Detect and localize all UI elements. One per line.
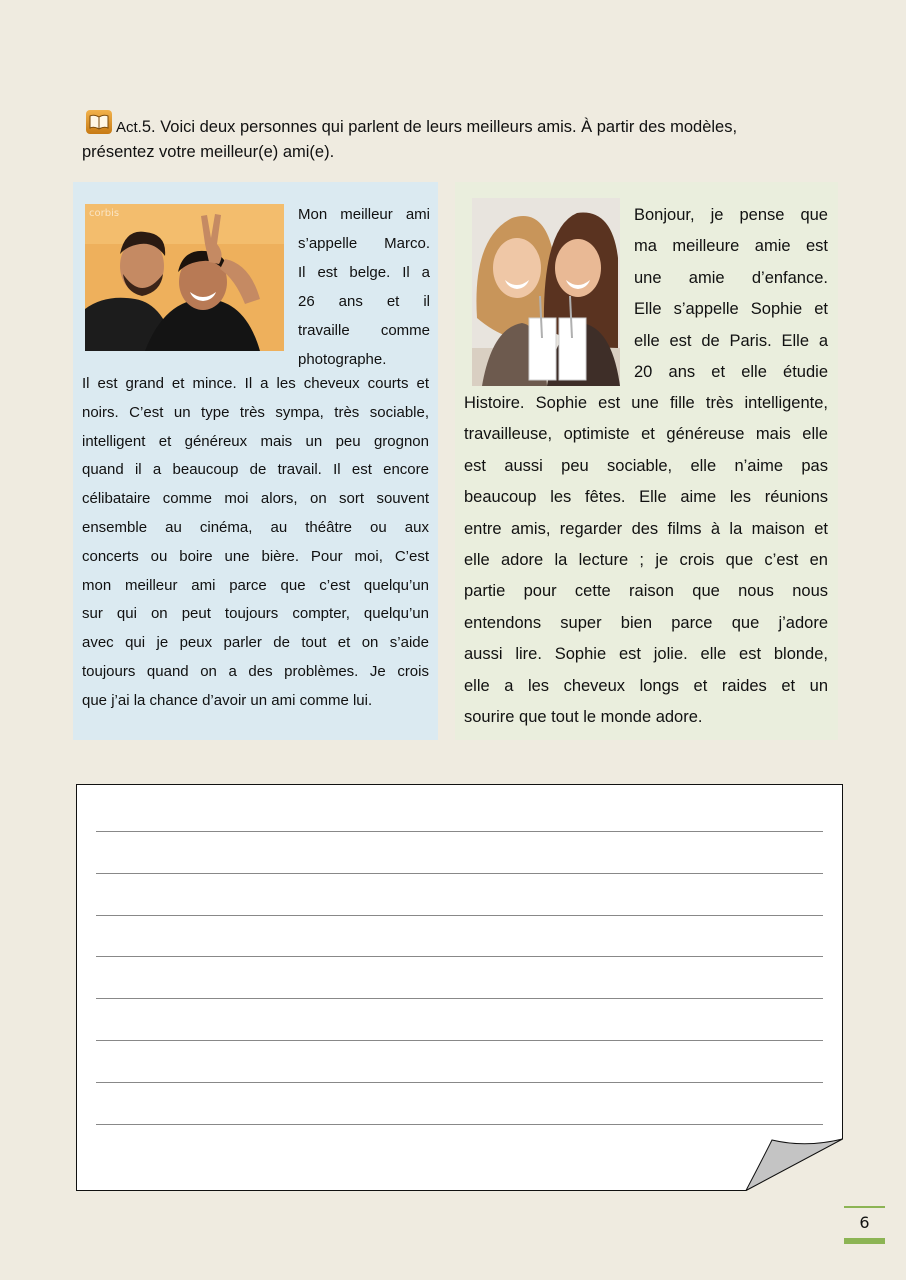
page-number-box — [844, 1206, 885, 1244]
text-line: mon meilleur ami parce que c’est quelqu’un — [82, 576, 429, 594]
activity-instruction — [82, 108, 842, 165]
text-line: elle a les cheveux longs et raides et un — [464, 676, 828, 695]
text-line: travaille comme — [298, 322, 430, 339]
instruction-line-1: 5. Voici deux personnes qui parlent de leurs meilleurs amis. À partir des modèles, — [141, 118, 738, 136]
writing-line — [96, 915, 823, 916]
photo-watermark: corbis — [89, 208, 120, 219]
text-line: noirs. C’est un type très sympa, très sociable, — [82, 403, 429, 421]
text-line: Il est grand et mince. Il a les cheveux courts et — [82, 375, 429, 392]
text-line: elle adore la lecture ; je crois que c’est en — [464, 551, 828, 570]
text-line: Elle s’appelle Sophie et — [634, 300, 828, 319]
text-line: concerts ou boire une bière. Pour moi, C’est — [82, 547, 429, 565]
text-line: une amie d’enfance. — [634, 268, 828, 287]
text-line: sur qui on peut toujours compter, quelqu’un — [82, 605, 429, 623]
paper-sheet-shape — [76, 784, 843, 1191]
text-line: photographe. — [298, 351, 387, 368]
marco-description-text — [82, 370, 429, 716]
page-number-rule-top — [844, 1206, 885, 1208]
text-line: quand il a beaucoup de travail. Il est encore — [82, 461, 429, 479]
text-line: 20 ans et elle étudie — [634, 363, 828, 382]
sophie-description-text — [464, 388, 828, 733]
text-line: Il est belge. Il a — [298, 264, 430, 281]
text-line: célibataire comme moi alors, on sort souvent — [82, 490, 429, 508]
text-line: est aussi peu sociable, elle n’aime pas — [464, 456, 828, 475]
text-line: que j’ai la chance d’avoir un ami comme lui. — [82, 691, 373, 709]
page-number: 6 — [859, 1213, 870, 1232]
text-line: ma meilleure amie est — [634, 237, 828, 256]
model-text-sophie — [455, 182, 838, 740]
writing-line — [96, 831, 823, 832]
writing-line — [96, 873, 823, 874]
text-line: toujours quand on a des problèmes. Je crois — [82, 662, 429, 680]
text-line: elle est de Paris. Elle a — [634, 331, 828, 350]
marco-intro-text — [298, 200, 430, 374]
instruction-line-2: présentez votre meilleur(e) ami(e). — [82, 143, 335, 161]
writing-line — [96, 1082, 823, 1083]
text-line: sourire que tout le monde adore. — [464, 708, 703, 727]
friends-photo-marco — [85, 204, 284, 351]
writing-line — [96, 998, 823, 999]
text-line: partie pour cette raison que nous nous — [464, 582, 828, 601]
text-line: beaucoup les fêtes. Elle aime les réunions — [464, 488, 828, 507]
page-number-rule-bottom — [844, 1238, 885, 1244]
text-line: Mon meilleur ami — [298, 206, 430, 223]
writing-line — [96, 1040, 823, 1041]
text-line: ensemble au cinéma, au théâtre ou aux — [82, 518, 429, 536]
sophie-intro-text — [634, 200, 828, 388]
text-line: 26 ans et il — [298, 293, 430, 310]
activity-label: Act. — [116, 119, 142, 136]
text-line: Histoire. Sophie est une fille très intelligente, — [464, 394, 828, 412]
text-line: s’appelle Marco. — [298, 235, 430, 252]
text-line: aussi lire. Sophie est jolie. elle est blonde, — [464, 645, 828, 664]
text-line: Bonjour, je pense que — [634, 206, 828, 224]
writing-area[interactable] — [76, 784, 843, 1191]
text-line: entre amis, regarder des films à la maison et — [464, 519, 828, 538]
friends-photo-sophie — [472, 198, 620, 386]
text-line: avec qui je peux parler de tout et on s’aide — [82, 634, 429, 652]
text-line: entendons super bien parce que j’adore — [464, 613, 828, 632]
writing-line — [96, 956, 823, 957]
model-text-marco — [73, 182, 438, 740]
writing-line — [96, 1124, 823, 1125]
text-line: intelligent et généreux mais un peu grognon — [82, 432, 429, 450]
text-line: travailleuse, optimiste et généreuse mais elle — [464, 425, 828, 444]
book-icon — [86, 110, 112, 134]
